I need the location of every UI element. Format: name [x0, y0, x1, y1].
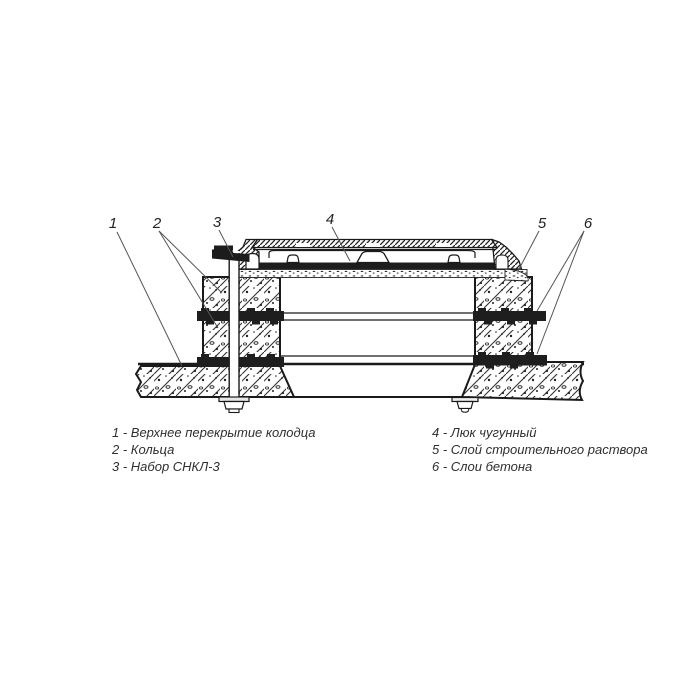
leader-6a	[537, 231, 584, 311]
legend-item-3: 3 - Набор СНКЛ-3	[112, 459, 220, 474]
hatch-lid-lug-right	[448, 255, 460, 263]
slab-right	[462, 362, 583, 400]
callout-4: 4	[325, 211, 335, 228]
hatch-lid-center-lug	[357, 252, 389, 263]
joint-left-lower	[197, 357, 284, 367]
rod-nut	[219, 397, 249, 413]
hatch-lid-lug-left	[287, 255, 299, 263]
leader-5	[518, 231, 539, 271]
callout-5: 5	[537, 215, 547, 232]
joint-left-upper	[197, 311, 284, 321]
legend-item-1: 1 - Верхнее перекрытие колодца	[112, 425, 316, 440]
anchor-bolt-right	[452, 398, 478, 413]
slab-left	[136, 366, 294, 397]
callout-2: 2	[152, 215, 162, 232]
callout-3: 3	[212, 214, 222, 231]
callout-numbers	[109, 211, 593, 232]
clamp-rod-channel	[229, 251, 240, 398]
legend-item-4: 4 - Люк чугунный	[432, 425, 537, 440]
mortar-band	[229, 270, 527, 278]
legend-item-6: 6 - Слои бетона	[432, 459, 533, 474]
legend-right-column	[432, 424, 648, 475]
callout-1: 1	[108, 215, 118, 232]
joint-right-lower	[473, 355, 547, 366]
joint-right-upper	[473, 311, 546, 321]
hatch-seat-bar	[246, 263, 506, 270]
legend-item-5: 5 - Слой строительного раствора	[432, 442, 648, 457]
legend-left-column	[112, 424, 316, 475]
hatch-frame-arch-right	[496, 255, 508, 269]
leader-6b	[537, 231, 584, 354]
callout-6: 6	[583, 215, 593, 232]
legend-item-2: 2 - Кольца	[112, 442, 175, 457]
cast-iron-hatch	[236, 240, 522, 270]
